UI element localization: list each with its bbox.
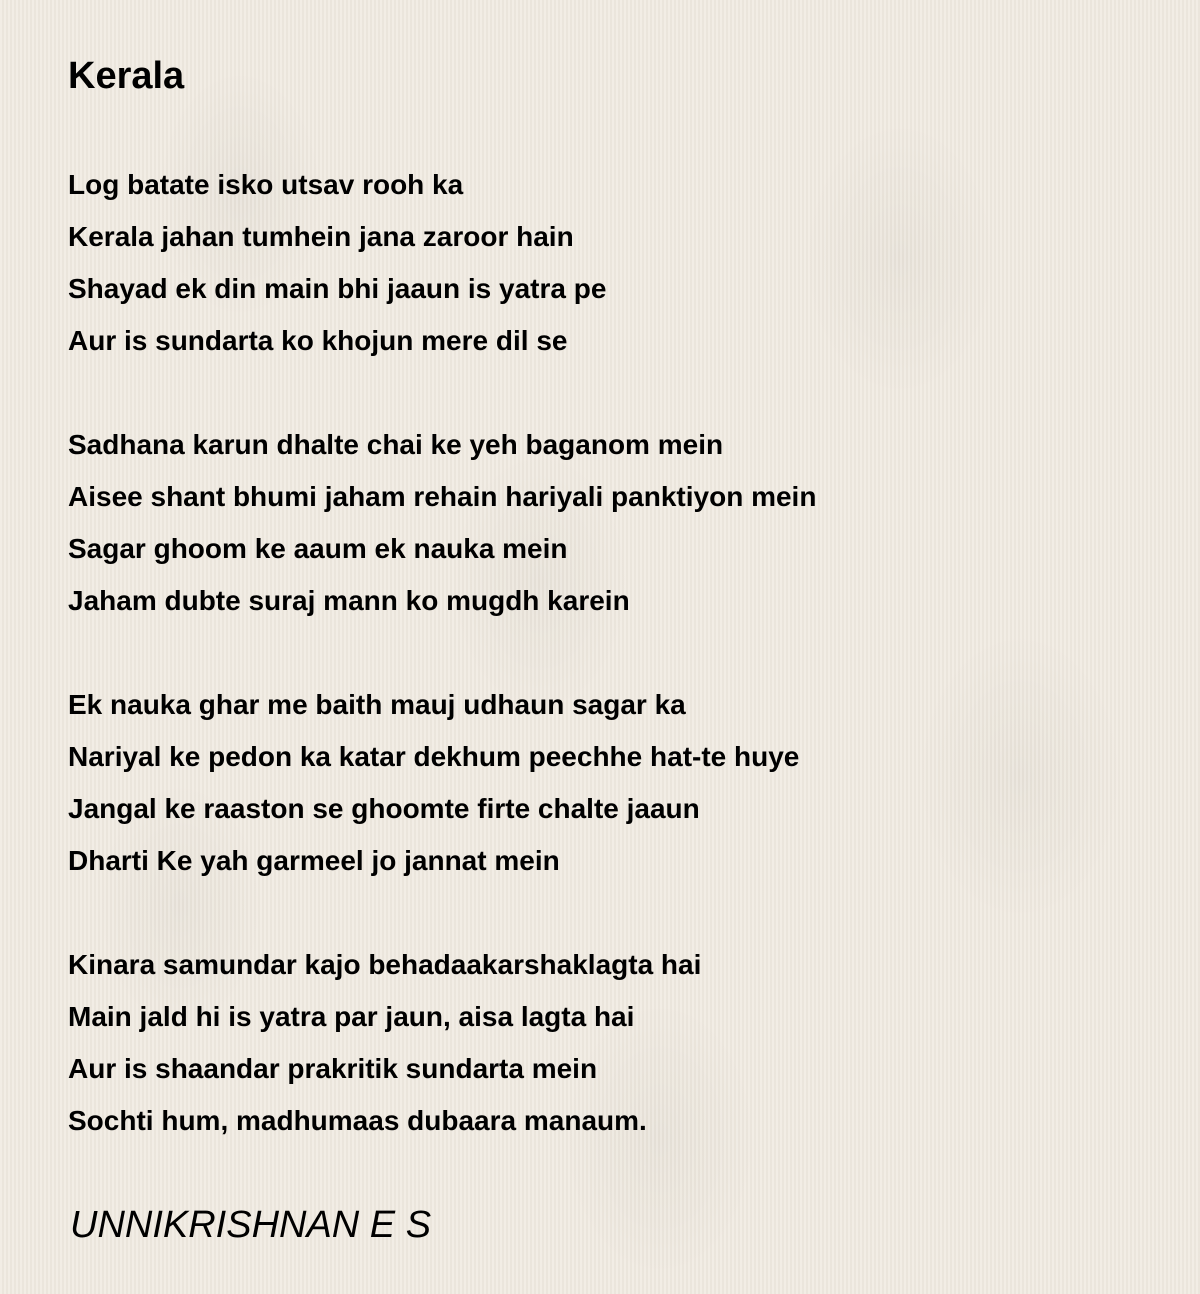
poem-line: Jangal ke raaston se ghoomte firte chalte jaaun bbox=[68, 793, 700, 824]
stanza-1 bbox=[68, 159, 1148, 367]
poem-line: Main jald hi is yatra par jaun, aisa lagta hai bbox=[68, 1001, 635, 1032]
poem-line: Sochti hum, madhumaas dubaara manaum. bbox=[68, 1105, 647, 1136]
poem-line: Ek nauka ghar me baith mauj udhaun sagar ka bbox=[68, 689, 686, 720]
poem-line: Log batate isko utsav rooh ka bbox=[68, 169, 464, 200]
poem-line: Kinara samundar kajo behadaakarshaklagta hai bbox=[68, 949, 702, 980]
poem-title: Kerala bbox=[68, 55, 185, 97]
poem-container bbox=[68, 50, 1148, 1251]
poem-line: Aur is sundarta ko khojun mere dil se bbox=[68, 325, 568, 356]
stanza-2 bbox=[68, 419, 1148, 627]
poem-line: Sadhana karun dhalte chai ke yeh baganom mein bbox=[68, 429, 724, 460]
poem-line: Sagar ghoom ke aaum ek nauka mein bbox=[68, 533, 568, 564]
poem-author: UNNIKRISHNAN E S bbox=[70, 1204, 432, 1246]
poem-line: Shayad ek din main bhi jaaun is yatra pe bbox=[68, 273, 607, 304]
poem-line: Dharti Ke yah garmeel jo jannat mein bbox=[68, 845, 560, 876]
poem-line: Nariyal ke pedon ka katar dekhum peechhe hat-te huye bbox=[68, 741, 800, 772]
poem-line: Aur is shaandar prakritik sundarta mein bbox=[68, 1053, 598, 1084]
poem-line: Aisee shant bhumi jaham rehain hariyali panktiyon mein bbox=[68, 481, 817, 512]
stanza-3 bbox=[68, 679, 1148, 887]
stanza-4 bbox=[68, 939, 1148, 1147]
poem-line: Jaham dubte suraj mann ko mugdh karein bbox=[68, 585, 630, 616]
poem-line: Kerala jahan tumhein jana zaroor hain bbox=[68, 221, 574, 252]
